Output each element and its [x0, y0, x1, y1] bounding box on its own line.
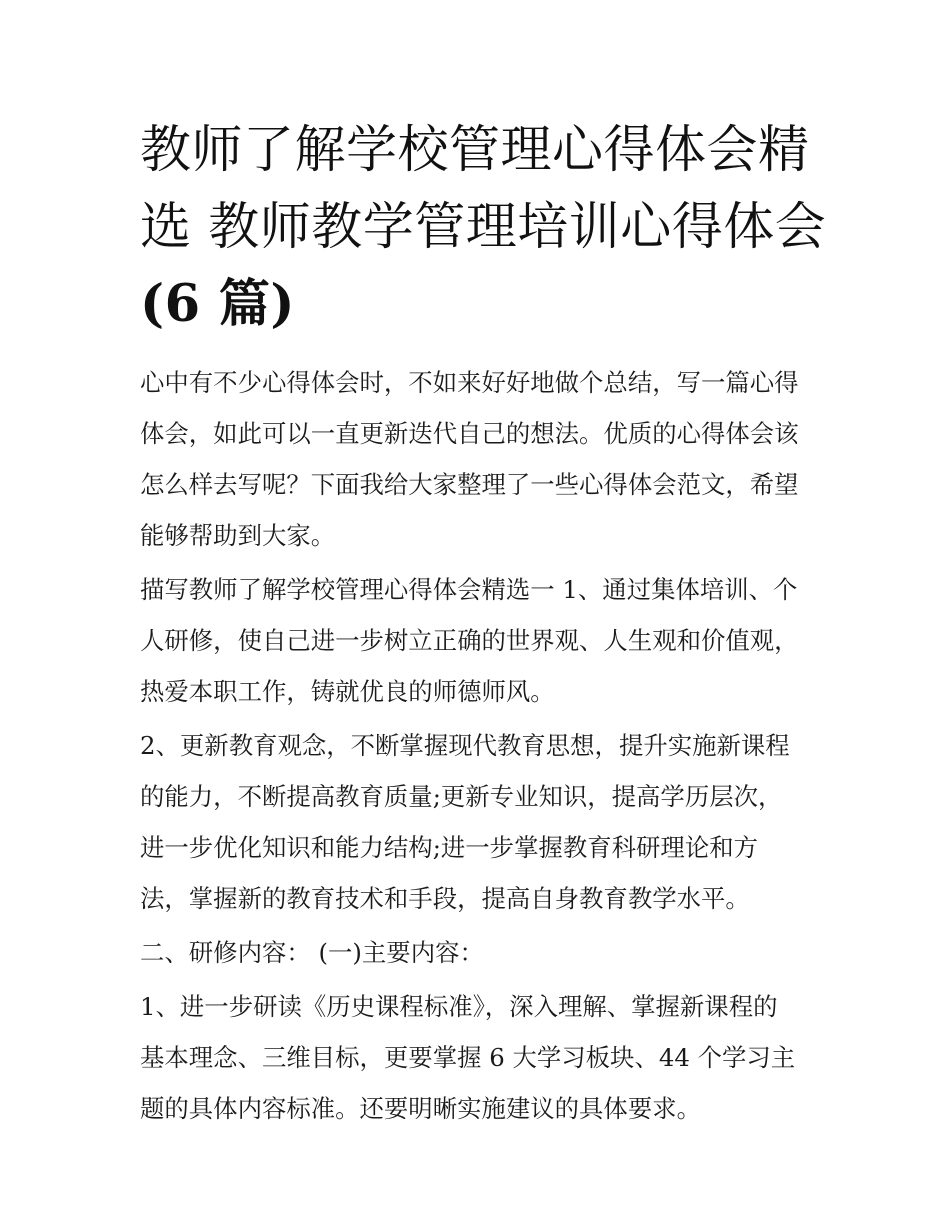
- paragraph-intro: [140, 357, 830, 561]
- paragraph-line: 基本理念、三维目标，更要掌握 6 大学习板块、44 个学习主: [140, 1043, 796, 1072]
- paragraph-line: 怎么样去写呢？下面我给大家整理了一些心得体会范文，希望: [140, 470, 799, 499]
- paragraph-line: 进一步优化知识和能力结构;进一步掌握教育科研理论和方: [140, 833, 758, 862]
- paragraph-content-item-one: [140, 981, 830, 1134]
- paragraph-line: 二、研修内容： (一)主要内容：: [140, 938, 484, 967]
- title-line-1: 教师了解学校管理心得体会精: [140, 121, 810, 180]
- paragraph-section-one: [140, 564, 830, 717]
- paragraph-item-two: [140, 720, 830, 924]
- paragraph-line: 描写教师了解学校管理心得体会精选一 1、通过集体培训、个: [140, 575, 798, 604]
- paragraph-line: 能够帮助到大家。: [140, 521, 336, 550]
- document-body: [140, 357, 830, 1134]
- paragraph-line: 法，掌握新的教育技术和手段，提高自身教育教学水平。: [140, 884, 750, 913]
- paragraph-line: 心中有不少心得体会时，不如来好好地做个总结，写一篇心得: [140, 368, 799, 397]
- document-title: [140, 112, 830, 343]
- paragraph-line: 人研修，使自己进一步树立正确的世界观、人生观和价值观，: [140, 626, 799, 655]
- paragraph-line: 体会，如此可以一直更新迭代自己的想法。优质的心得体会该: [140, 419, 799, 448]
- document-content: [140, 112, 830, 1137]
- paragraph-line: 1、进一步研读《历史课程标准》，深入理解、掌握新课程的: [140, 992, 778, 1021]
- title-line-3: (6 篇): [140, 274, 296, 334]
- paragraph-line: 热爱本职工作，铸就优良的师德师风。: [140, 677, 555, 706]
- paragraph-line: 2、更新教育观念，不断掌握现代教育思想，提升实施新课程: [140, 731, 790, 760]
- paragraph-heading-research-content: [140, 927, 830, 978]
- title-line-2: 选 教师教学管理培训心得体会: [140, 198, 827, 257]
- paragraph-line: 的能力，不断提高教育质量;更新专业知识，提高学历层次，: [140, 782, 783, 811]
- paragraph-line: 题的具体内容标准。还要明晰实施建议的具体要求。: [140, 1094, 701, 1123]
